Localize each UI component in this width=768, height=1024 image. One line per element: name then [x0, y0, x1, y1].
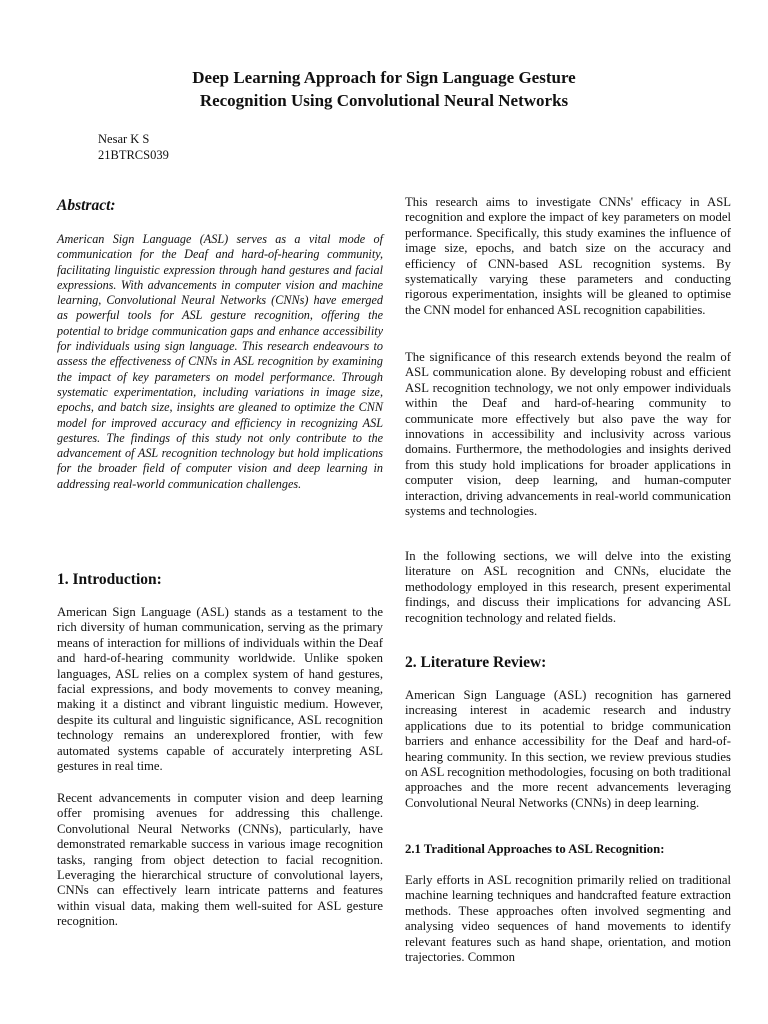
introduction-paragraph-2: Recent advancements in computer vision and deep learning offer promising avenues for addressing this challenge. Convolutional Neural Networks (CNNs), particularly, have demonstrated remarkable success in various image recognition tasks, ranging from object detection to facial recognition. Leveraging the hierarchical structure of convolutional layers, CNNs can effectively learn intricate patterns and features within visual data, making them well-suited for ASL gesture recognition.: [57, 791, 383, 929]
abstract-heading: Abstract:: [57, 197, 116, 214]
paper-title: [0, 66, 768, 112]
abstract-text: American Sign Language (ASL) serves as a vital mode of communication for the Deaf and hard-of-hearing community, facilitating linguistic expression through hand gestures and facial expressions. With advancements in computer vision and machine learning, Convolutional Neural Networks (CNNs) have emerged as powerful tools for ASL gesture recognition, offering the potential to bridge communication gaps and enhance accessibility for individuals using sign language. This research endeavours to assess the effectiveness of CNNs in ASL recognition by examining the impact of key parameters on model performance. Through systematic experimentation, including variations in image size, epochs, and batch size, insights are gleaned to optimize the CNN model for improved accuracy and efficiency in recognizing ASL gestures. The findings of this study not only contribute to the advancement of ASL recognition technology but hold implications for the broader field of computer vision and deep learning in addressing real-world communication challenges.: [57, 232, 383, 491]
intro-paragraph-4: The significance of this research extends beyond the realm of ASL communication alone. By developing robust and efficient ASL recognition technology, we not only empower individuals within the Deaf and hard-of-hearing community to communicate more effectively but also pave the way for innovations in accessibility and inclusivity across various domains. Furthermore, the methodologies and insights derived from this study hold implications for broader applications in computer vision, deep learning, and human-computer interaction, driving advancements in real-world communication systems and technologies.: [405, 350, 731, 519]
intro-paragraph-3: This research aims to investigate CNNs' efficacy in ASL recognition and explore the impact of key parameters on model performance. Specifically, this study examines the influence of image size, epochs, and batch size on the accuracy and efficiency of CNN-based ASL recognition systems. By systematically varying these parameters and conducting rigorous experimentation, insights will be gleaned to optimise the CNN model for enhanced ASL recognition capabilities.: [405, 195, 731, 317]
introduction-heading: 1. Introduction:: [57, 571, 162, 588]
intro-paragraph-5: In the following sections, we will delve into the existing literature on ASL recognition and CNNs, elucidate the methodology employed in this research, present experimental findings, and discuss their implications for advancing ASL recognition technology and related fields.: [405, 549, 731, 625]
literature-paragraph-1: American Sign Language (ASL) recognition has garnered increasing interest in academic research and industry applications due to its potential to bridge communication barriers and enhance accessibility for the Deaf and hard-of-hearing community. In this section, we review previous studies on ASL recognition methodologies, focusing on both traditional approaches and the more recent advancements leveraging Convolutional Neural Networks (CNNs) in deep learning.: [405, 688, 731, 810]
literature-paragraph-2: Early efforts in ASL recognition primarily relied on traditional machine learning techniques and handcrafted feature extraction methods. These approaches often involved segmenting and analysing video sequences of hand movements to identify relevant features such as hand shape, orientation, and motion trajectories. Common: [405, 873, 731, 965]
literature-heading: 2. Literature Review:: [405, 654, 547, 671]
paper-title-line-1: Deep Learning Approach for Sign Language Gesture: [192, 68, 576, 87]
introduction-paragraph-1: American Sign Language (ASL) stands as a testament to the rich diversity of human communication, serving as the primary means of interaction for millions of individuals within the Deaf and hard-of-hearing community worldwide. Unlike spoken languages, ASL relies on a complex system of hand gestures, facial expressions, and body movements to convey meaning, making it a distinct and vibrant linguistic medium. However, despite its cultural and linguistic significance, ASL recognition technology remains an underexplored frontier, with few automated systems capable of accurately interpreting ASL gestures in real time.: [57, 605, 383, 774]
author-block: [98, 131, 169, 163]
author-id: 21BTRCS039: [98, 148, 169, 162]
traditional-approaches-heading: 2.1 Traditional Approaches to ASL Recognition:: [405, 842, 665, 856]
paper-title-line-2: Recognition Using Convolutional Neural Networks: [199, 91, 569, 110]
author-name: Nesar K S: [98, 132, 150, 146]
